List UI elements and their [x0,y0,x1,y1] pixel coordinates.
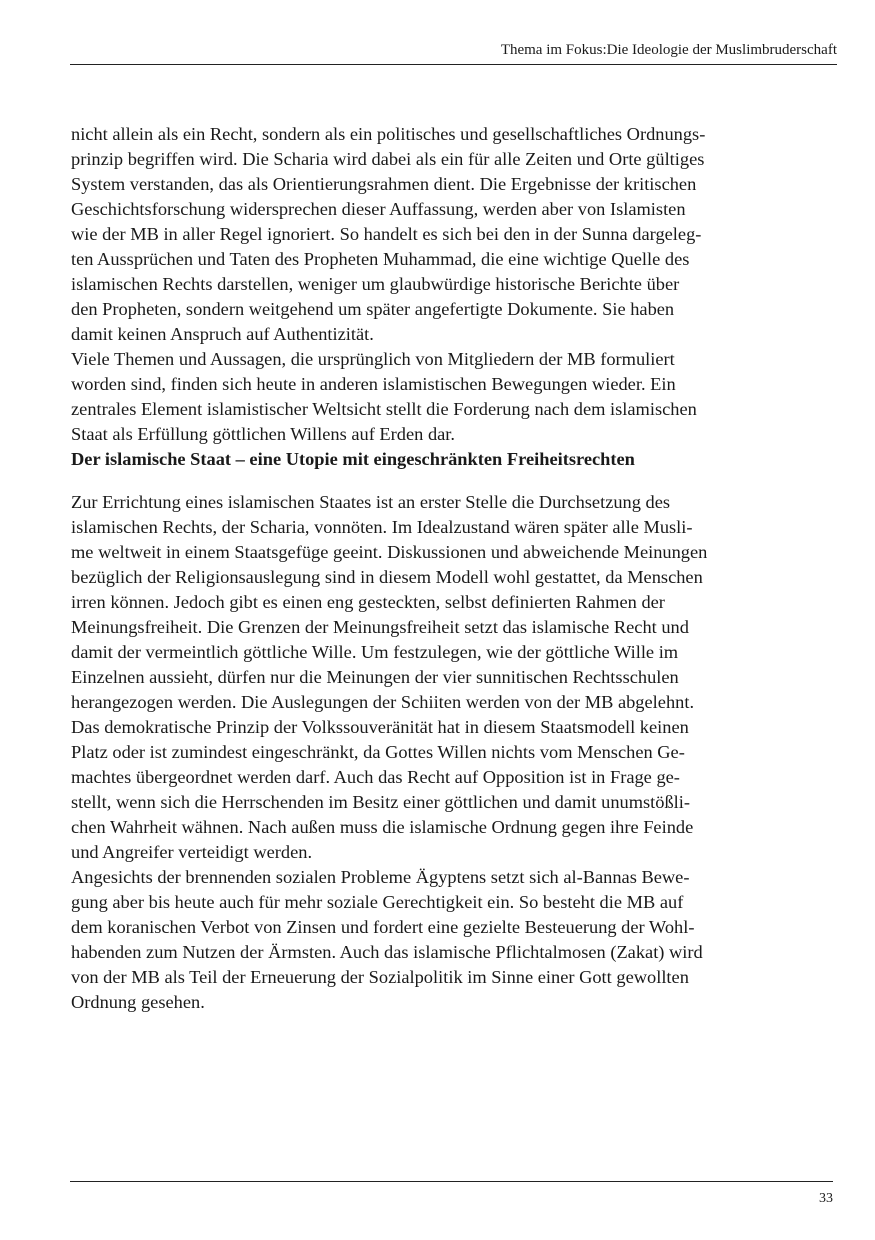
running-header-title: Thema im Fokus:Die Ideologie der Muslimbruderschaft [500,42,837,58]
footer-divider [70,1181,833,1182]
text-line: den Propheten, sondern weitgehend um später angefertigte Dokumente. Sie haben [71,299,675,319]
text-line: Staat als Erfüllung göttlichen Willens auf Erden dar. [71,424,456,444]
text-line: Geschichtsforschung widersprechen dieser Auffassung, werden aber von Islamisten [71,199,686,219]
text-line: Viele Themen und Aussagen, die ursprünglich von Mitgliedern der MB formuliert [71,349,675,369]
text-line: damit der vermeintlich göttliche Wille. Um festzulegen, wie der göttliche Wille im [71,642,679,662]
text-line: stellt, wenn sich die Herrschenden im Besitz einer göttlichen und damit unumstößli- [71,792,691,812]
text-line: Meinungsfreiheit. Die Grenzen der Meinungsfreiheit setzt das islamische Recht und [71,617,689,637]
text-line: Angesichts der brennenden sozialen Probleme Ägyptens setzt sich al-Bannas Bewe- [71,867,690,887]
page-body [71,122,791,1015]
text-line: dem koranischen Verbot von Zinsen und fordert eine gezielte Besteuerung der Wohl- [71,917,695,937]
text-line: gung aber bis heute auch für mehr soziale Gerechtigkeit ein. So besteht die MB auf [71,892,684,912]
text-line: irren können. Jedoch gibt es einen eng gesteckten, selbst definierten Rahmen der [71,592,665,612]
text-line: nicht allein als ein Recht, sondern als ein politisches und gesellschaftliches Ordnungs- [71,124,706,144]
text-line: bezüglich der Religionsauslegung sind in diesem Modell wohl gestattet, da Menschen [71,567,703,587]
text-line: Platz oder ist zumindest eingeschränkt, da Gottes Willen nichts vom Menschen Ge- [71,742,685,762]
text-line: islamischen Rechts, der Scharia, vonnöten. Im Idealzustand wären später alle Musli- [71,517,693,537]
paragraph-1 [71,122,791,347]
text-line: herangezogen werden. Die Auslegungen der Schiiten werden von der MB abgelehnt. [71,692,695,712]
text-line: wie der MB in aller Regel ignoriert. So handelt es sich bei den in der Sunna dargeleg- [71,224,702,244]
text-line: me weltweit in einem Staatsgefüge geeint. Diskussionen und abweichende Meinungen [71,542,708,562]
text-line: Das demokratische Prinzip der Volkssouveränität hat in diesem Staatsmodell keinen [71,717,689,737]
text-line: Zur Errichtung eines islamischen Staates ist an erster Stelle die Durchsetzung des [71,492,671,512]
text-line: habenden zum Nutzen der Ärmsten. Auch das islamische Pflichtalmosen (Zakat) wird [71,942,703,962]
text-line: worden sind, finden sich heute in anderen islamistischen Bewegungen wieder. Ein [71,374,676,394]
text-line: und Angreifer verteidigt werden. [71,842,313,862]
text-line: von der MB als Teil der Erneuerung der Sozialpolitik im Sinne einer Gott gewollten [71,967,689,987]
text-line: prinzip begriffen wird. Die Scharia wird dabei als ein für alle Zeiten und Orte gültiges [71,149,705,169]
text-line: ten Aussprüchen und Taten des Propheten Muhammad, die eine wichtige Quelle des [71,249,690,269]
text-line: Einzelnen aussieht, dürfen nur die Meinungen der vier sunnitischen Rechtsschulen [71,667,679,687]
text-line: System verstanden, das als Orientierungsrahmen dient. Die Ergebnisse der kritischen [71,174,697,194]
text-line: damit keinen Anspruch auf Authentizität. [71,324,374,344]
text-line: islamischen Rechts darstellen, weniger um glaubwürdige historische Berichte über [71,274,680,294]
section-heading: Der islamische Staat – eine Utopie mit eingeschränkten Freiheitsrechten [71,449,635,469]
page-number: 33 [819,1191,833,1206]
paragraph-2 [71,347,791,447]
text-line: Ordnung gesehen. [71,992,205,1012]
header-divider [70,64,837,65]
paragraph-3 [71,490,791,865]
paragraph-4 [71,865,791,1015]
text-line: zentrales Element islamistischer Weltsicht stellt die Forderung nach dem islamischen [71,399,697,419]
text-line: chen Wahrheit wähnen. Nach außen muss die islamische Ordnung gegen ihre Feinde [71,817,694,837]
text-line: machtes übergeordnet werden darf. Auch das Recht auf Opposition ist in Frage ge- [71,767,680,787]
